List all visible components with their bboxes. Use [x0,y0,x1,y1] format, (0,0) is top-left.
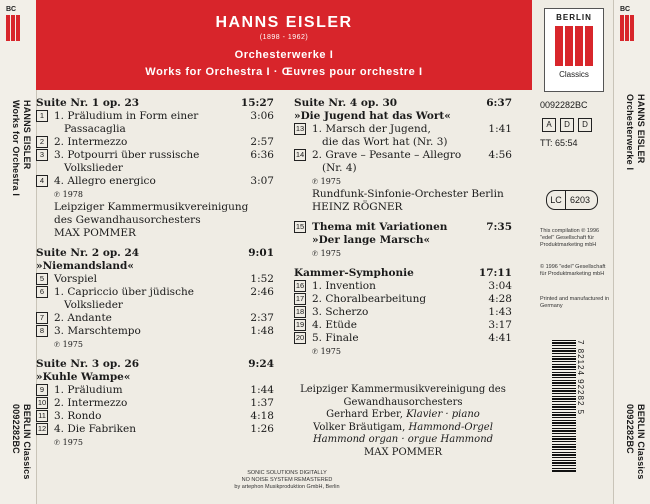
sonic-line2: NO NOISE SYSTEM REMASTERED [241,477,333,483]
left-tracklist [36,97,274,449]
phonogram-year: ℗ 1975 [54,438,83,447]
track-title: 2. Andante [54,312,112,324]
track-number: 9 [36,384,48,396]
track-row [294,332,512,345]
track-title-cont: (Nr. 4) [322,162,357,174]
track-row [294,319,512,332]
track-row [294,293,512,306]
credit-organist-instrument: Hammond-Orgel [408,421,493,433]
berlin-classics-logo [544,8,604,92]
track-duration: 4:18 [250,410,274,422]
sparscode-letter: D [578,118,592,132]
track-title: 5. Finale [312,332,359,344]
track-title: 2. Choralbearbeitung [312,293,427,305]
suite2-duration: 9:01 [248,247,274,259]
composer-dates: (1898 - 1962) [259,34,309,41]
right-spine-title [624,94,646,170]
thema-title: Thema mit Variationen [312,221,448,233]
suite3-duration: 9:24 [248,358,274,370]
suite4-duration: 6:37 [486,97,512,109]
info-panel [532,0,614,504]
track-duration: 1:48 [250,325,274,337]
track-duration: 1:43 [488,306,512,318]
track-title: 1. Präludium [54,384,123,396]
track-duration: 2:37 [250,312,274,324]
right-spine-label-name: BERLIN Classics [636,404,646,480]
suite4-title: Suite Nr. 4 op. 30 [294,97,398,109]
logo-stripes [545,26,603,66]
bc-logo-stripes [620,15,642,41]
kammer-credits [294,384,512,459]
phonogram-year: ℗ 1978 [54,190,83,199]
track-duration: 2:57 [250,136,274,148]
track-number: 10 [37,398,47,407]
performer-conductor: MAX POMMER [54,227,136,239]
track-duration: 1:37 [250,397,274,409]
bc-logo-text: BC [620,6,631,13]
track-number: 2 [36,136,48,148]
phonogram-year: ℗ 1975 [312,249,341,258]
track-number: 1 [36,110,48,122]
track-duration: 3:06 [250,110,274,122]
track-number: 12 [37,424,47,433]
left-spine [0,0,37,504]
left-spine-title [10,100,32,196]
track-number: 4 [36,175,48,187]
track-title-cont: die das Wort hat (Nr. 3) [322,136,448,148]
track-row [36,312,274,325]
album-subtitle: Works for Orchestra I · Œuvres pour orchestre I [145,66,423,78]
track-number: 11 [36,410,48,422]
track-row [294,149,512,162]
phonogram-year: ℗ 1975 [54,340,83,349]
sparscode [542,118,592,132]
credit-organ-translation: Hammond organ · orgue Hammond [312,434,494,445]
track-number: 7 [36,312,48,324]
composer-name: HANNS EISLER [215,14,353,31]
copyright-notice: © 1996 "edel" Gesellschaft für Produktmarketing mbH [540,264,606,277]
album-title: Orchesterwerke I [234,49,334,61]
barcode-bars [552,340,576,472]
credit-ensemble: Leipziger Kammermusikvereinigung des [300,384,506,395]
label-code [546,190,598,210]
performer-ensemble: Leipziger Kammermusikvereinigung [54,201,249,213]
track-title: 4. Etüde [312,319,357,331]
track-title: 1. Marsch der Jugend, [312,123,431,135]
track-number: 15 [295,222,305,231]
track-duration: 1:44 [250,384,274,396]
track-row [36,110,274,123]
right-spine-catalog: 0092282BC [625,404,635,454]
sonic-line1: SONIC SOLUTIONS DIGITALLY [247,470,327,476]
track-title: 4. Allegro energico [54,175,156,187]
sparscode-letter: D [560,118,574,132]
kammer-duration: 17:11 [478,267,512,279]
bc-logo [6,6,28,46]
left-spine-composer: HANNS EISLER [22,100,32,170]
suite1-title: Suite Nr. 1 op. 23 [36,97,140,109]
track-title-cont: Volkslieder [64,299,123,311]
track-number: 18 [295,307,305,316]
credit-organist-name: Volker Bräutigam, [313,421,409,433]
track-duration: 3:17 [488,319,512,331]
track-row [294,306,512,319]
left-spine-work: Works for Orchestra I [11,100,21,197]
credit-pianist-instrument: Klavier · piano [406,409,480,420]
left-spine-label [10,404,32,480]
barcode-digits: 7 82124 92282 5 [576,340,585,416]
sonic-line3: by artephon Musikproduktion GmbH, Berlin [234,484,340,490]
track-number: 6 [36,286,48,298]
track-number: 5 [36,273,48,285]
thema-subtitle: »Der lange Marsch« [312,234,431,246]
track-title: 1. Capriccio über jüdische [54,286,194,298]
track-title: 2. Intermezzo [54,397,128,409]
track-duration: 1:52 [250,273,274,285]
kammer-heading [294,267,512,280]
phonogram-year: ℗ 1975 [312,177,341,186]
track-title: 1. Invention [312,280,376,292]
back-cover-main [36,0,532,504]
right-spine-label [624,404,646,480]
credit-pianist [294,409,512,422]
track-title: 3. Scherzo [312,306,369,318]
track-row [36,286,274,299]
track-duration: 6:36 [250,149,274,161]
track-duration: 2:46 [250,286,274,298]
track-title: 1. Präludium in Form einer [54,110,199,122]
track-title: 3. Marschtempo [54,325,141,337]
performer-conductor: HEINZ RÖGNER [312,201,403,213]
phonogram-year: ℗ 1975 [312,347,341,356]
suite2-heading [36,247,274,260]
track-title: Vorspiel [54,273,97,285]
sonic-solutions-notice [212,470,362,491]
track-duration: 1:41 [488,123,512,135]
credit-ensemble-cont: Gewandhausorchesters [343,396,463,408]
catalog-number: 0092282BC [540,100,588,110]
track-row [294,123,512,136]
suite1-duration: 15:27 [240,97,274,109]
total-time: TT: 65:54 [540,138,578,148]
track-number: 8 [36,325,48,337]
track-number: 17 [295,294,305,303]
bc-logo [620,6,642,46]
track-row [36,273,274,286]
right-spine [613,0,650,504]
track-title: 2. Intermezzo [54,136,128,148]
suite2-subtitle: »Niemandsland« [36,260,134,272]
track-row [36,410,274,423]
compilation-notice: This compilation ℗ 1996 "edel" Gesellschaft für Produktmarketing mbH [540,228,600,248]
performer-orchestra: Rundfunk-Sinfonie-Orchester Berlin [312,188,504,200]
track-number: 19 [295,320,305,329]
barcode [552,340,586,472]
track-title: 3. Potpourri über russische [54,149,200,161]
credit-pianist-name: Gerhard Erber, [326,409,407,420]
suite2-title: Suite Nr. 2 op. 24 [36,247,140,259]
credit-conductor: MAX POMMER [364,446,442,458]
credit-organist [294,422,512,435]
track-duration: 3:04 [488,280,512,292]
label-code-prefix: LC [547,191,566,209]
suite4-subtitle: »Die Jugend hat das Wort« [294,110,451,122]
track-duration: 4:28 [488,293,512,305]
track-duration: 4:56 [488,149,512,161]
track-duration: 1:26 [250,423,274,435]
manufacture-notice: Printed and manufactured in Germany [540,296,610,309]
track-number: 3 [36,149,48,161]
track-duration: 3:07 [250,175,274,187]
logo-berlin: BERLIN [556,13,592,22]
track-title-cont: Passacaglia [64,123,126,135]
track-number: 13 [295,124,305,133]
label-code-number: 6203 [570,195,591,205]
track-row [294,280,512,293]
track-number: 14 [295,150,305,159]
sparscode-letter: A [542,118,556,132]
track-title: 4. Die Fabriken [54,423,136,435]
track-row [36,175,274,188]
left-spine-catalog: 0092282BC [11,404,21,454]
left-spine-label-name: BERLIN Classics [22,404,32,480]
right-tracklist [294,97,512,358]
suite1-heading [36,97,274,110]
suite3-heading [36,358,274,371]
bc-logo-stripes [6,15,28,41]
track-number: 20 [295,333,305,342]
track-row [36,397,274,410]
track-number: 16 [295,281,305,290]
suite3-title: Suite Nr. 3 op. 26 [36,358,140,370]
track-row [36,423,274,436]
track-title: 2. Grave – Pesante – Allegro [312,149,462,161]
suite4-heading [294,97,512,110]
header-banner [36,0,532,90]
track-row [36,149,274,162]
right-spine-work: Orchesterwerke I [625,94,635,171]
right-spine-composer: HANNS EISLER [636,94,646,164]
thema-duration: 7:35 [486,221,512,233]
track-row [36,136,274,149]
thema-heading [294,221,512,234]
logo-classics: Classics [559,70,589,79]
track-row [36,384,274,397]
track-title: 3. Rondo [54,410,102,422]
suite3-subtitle: »Kuhle Wampe« [36,371,131,383]
track-duration: 4:41 [488,332,512,344]
performer-ensemble-cont: des Gewandhausorchesters [54,214,201,226]
track-title-cont: Volkslieder [64,162,123,174]
kammer-title: Kammer-Symphonie [294,267,414,279]
bc-logo-text: BC [6,6,17,13]
track-row [36,325,274,338]
